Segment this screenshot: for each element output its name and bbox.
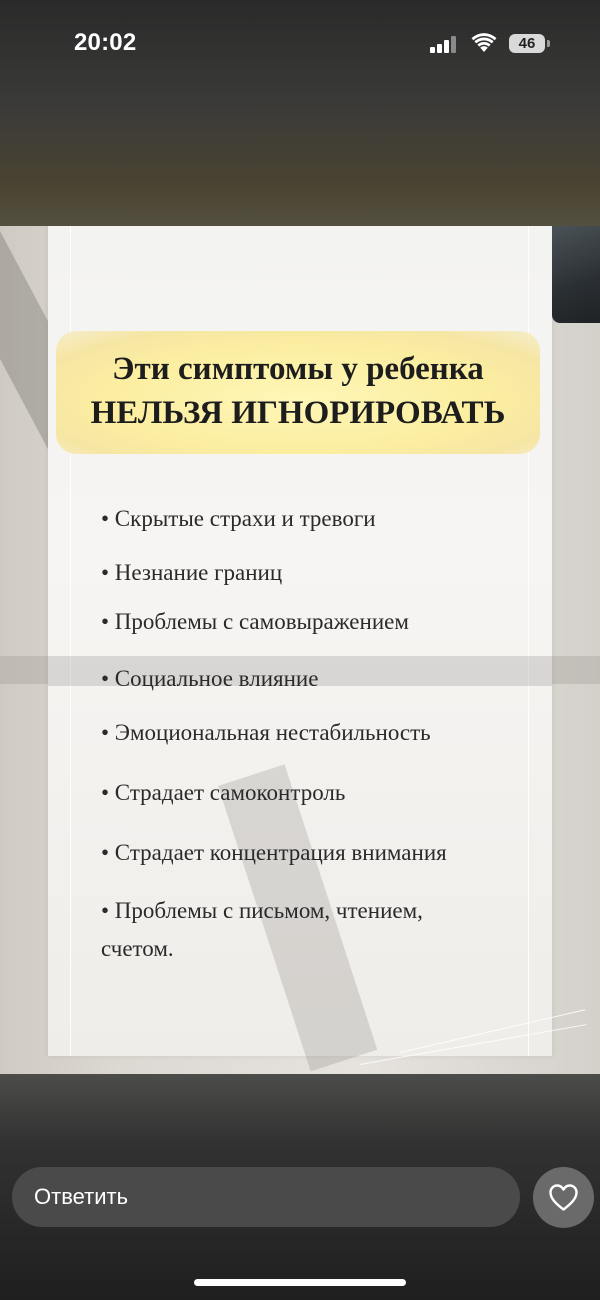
- list-item: • Страдает концентрация внимания: [101, 840, 447, 865]
- home-indicator[interactable]: [194, 1279, 406, 1286]
- list-item: • Проблемы с письмом, чтением,: [101, 898, 423, 923]
- battery-icon: 46: [509, 34, 545, 53]
- next-story-thumbnail[interactable]: [552, 226, 600, 323]
- list-item: • Эмоциональная нестабильность: [101, 720, 431, 745]
- title-line-2: НЕЛЬЗЯ ИГНОРИРОВАТЬ: [90, 395, 506, 431]
- like-button[interactable]: [533, 1167, 594, 1228]
- title-line-1: Эти симптомы у ребенка: [112, 351, 484, 387]
- title-highlight: [56, 331, 540, 454]
- list-item: • Проблемы с самовыражением: [101, 609, 409, 634]
- wifi-icon: [471, 33, 497, 53]
- list-item-continuation: счетом.: [101, 936, 174, 961]
- status-time: 20:02: [74, 29, 137, 56]
- signal-icon: [430, 35, 460, 53]
- list-item: • Социальное влияние: [101, 666, 319, 691]
- list-item: • Незнание границ: [101, 560, 283, 585]
- story-image[interactable]: [0, 226, 600, 1074]
- reply-input[interactable]: Ответить: [12, 1167, 520, 1227]
- list-item: • Страдает самоконтроль: [101, 780, 346, 805]
- heart-icon: [548, 1183, 579, 1212]
- list-item: • Скрытые страхи и тревоги: [101, 506, 376, 531]
- battery-cap: [547, 40, 550, 47]
